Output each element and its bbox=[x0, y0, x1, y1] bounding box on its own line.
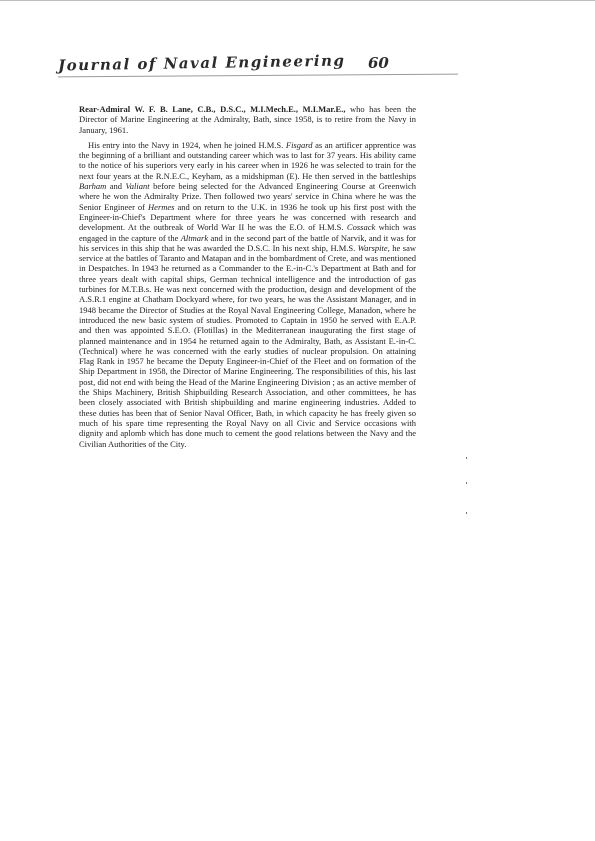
scan-speck bbox=[466, 512, 467, 514]
ship-name: Barham bbox=[79, 181, 107, 192]
handwritten-journal-title: Journal of Naval Engineering bbox=[57, 51, 346, 75]
scan-speck bbox=[466, 457, 467, 459]
body-text-segment: which was engaged in the capture of the bbox=[79, 222, 416, 243]
body-text-segment: before being selected for the Advanced Engineering Course at Greenwich where he won the Admiralty Prize. Then followed two years' service in China where he was the Senior Engineer of bbox=[79, 181, 416, 212]
ship-name: Altmark bbox=[180, 232, 209, 243]
article-text bbox=[79, 104, 416, 449]
article-body-paragraph bbox=[79, 140, 416, 449]
ship-name: Valiant bbox=[125, 181, 150, 192]
page-top-edge bbox=[0, 0, 595, 1]
handwritten-title-underline bbox=[58, 74, 458, 78]
ship-name: Fisgard bbox=[285, 139, 313, 150]
body-text-segment: and bbox=[106, 181, 126, 192]
officer-name: Rear-Admiral W. F. B. Lane, C.B., D.S.C., M.I.Mech.E., M.I.Mar.E., bbox=[79, 104, 346, 114]
ship-name: Cossack bbox=[346, 222, 376, 233]
ship-name: Warspite bbox=[357, 242, 388, 253]
body-text-segment: , he saw service at the battles of Taranto and Matapan and in the bombardment of Crete, and was mentioned in Despatches. In 1943 he returned as a Commander to the E.-in-C.'s Department at Bath and for three years dealt with capital ships, German technical intelligence and the introduction of gas turbines for M.T.B.s. He was next concerned with the production, design and development of the A.S.R.1 engine at Chatham Dockyard where, for two years, he was the Assistant Manager, and in 1948 became the Director of Studies at the Royal Naval Engineering College, Manadon, where he introduced the new basic system of studies. Promoted to Captain in 1950 he served with E.A.P. and then was appointed S.E.O. (Flotillas) in the Mediterranean inaugurating the first stage of planned maintenance and in 1954 he returned again to the Admiralty, Bath, as Assistant E.-in-C. (Technical) where he was concerned with the early studies of nuclear propulsion. On attaining Flag Rank in 1957 he became the Deputy Engineer-in-Chief of the Fleet and on formation of the Ship Department in 1958, the Director of Marine Engineering. The responsibilities of this, his last post, did not end with being the Head of the Marine Engineering Division ; as an active member of the Ships Machinery, British Shipbuilding Research Association, and other committees, he has been closely associated with British shipbuilding and marine engineering industries. Added to these duties has been that of Senior Naval Officer, Bath, in which capacity he has freely given so much of his spare time representing the Royal Navy on all Civic and Service occasions with dignity and aplomb which has done much to cement the good relations between the Navy and the Civilian Authorities of the City. bbox=[79, 242, 417, 449]
scan-speck bbox=[466, 482, 467, 484]
handwritten-page-number: 60 bbox=[368, 54, 389, 72]
body-text-segment: and in the second part of the battle of Narvik, and it was for his services in this ship that he was awarded the D.S.C. In his next ship, H.M.S. bbox=[79, 232, 416, 253]
body-text-segment: His entry into the Navy in 1924, when he joined H.M.S. bbox=[88, 139, 286, 150]
article-intro-paragraph bbox=[79, 104, 416, 135]
body-text-segment: and on return to the U.K. in 1936 he took up his first post with the Engineer-in-Chief's Department where for three years he was concerned with research and development. At the outbreak of World War II he was the E.O. of H.M.S. bbox=[79, 201, 416, 233]
intro-text: who has been the Director of Marine Engineering at the Admiralty, Bath, since 1958, is to retire from the Navy in January, 1961. bbox=[79, 104, 416, 135]
body-text-segment: as an artificer apprentice was the beginning of a brilliant and outstanding career which was to last for 37 years. His ability came to the notice of his superiors very early in his career when in 1926 he was selected to train for the next four years at the R.N.E.C., Keyham, as a midshipman (E). He then served in the battleships bbox=[79, 139, 416, 181]
ship-name: Hermes bbox=[148, 201, 175, 212]
